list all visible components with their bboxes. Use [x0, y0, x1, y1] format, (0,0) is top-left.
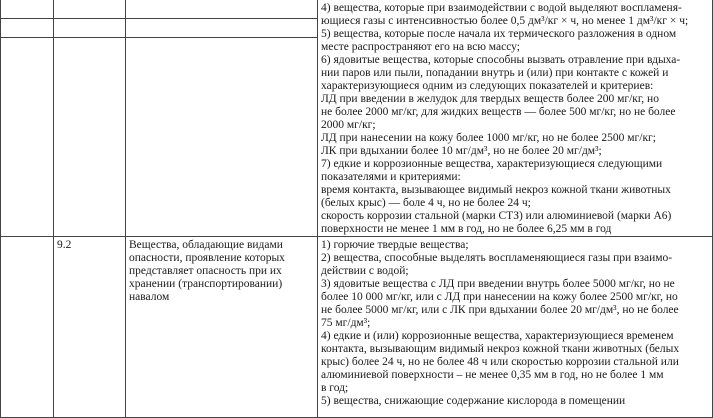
text-line: время контакта, вызывающее видимый некроз кожной ткани животных [321, 184, 671, 196]
text-line: ЛД при нанесении на кожу более 1000 мг/кг, но не более 2500 мг/кг; [321, 132, 656, 144]
text-line: 5) вещества, которые после начала их термического разложения в одном [321, 28, 677, 40]
text-line: ющиеся газы с интенсивностью более 0,5 дм³/кг × ч, но менее 1 дм³/кг × ч; [321, 15, 689, 27]
text-line: поверхности не менее 1 мм в год, но не более 6,25 мм в год [321, 223, 612, 235]
text-line: в год; [321, 382, 349, 394]
text-line: показателями и критериями: [321, 171, 461, 183]
text-line: более 10 000 мг/кг, или с ЛД при нанесении на кожу более 2500 мг/кг, но [321, 291, 678, 303]
empty-cell [1, 19, 54, 38]
text-line: 2000 мг/кг; [321, 119, 376, 131]
text-line: 75 мг/дм³; [321, 317, 371, 329]
empty-cell [54, 19, 126, 38]
table-row-9-2 [1, 237, 713, 418]
text-line: хранении (транспортировании) [129, 278, 283, 290]
description-cell [126, 237, 318, 418]
text-line: (белых крыс) — боле 4 ч, но не более 24 ч; [321, 197, 531, 209]
row-number-cell [54, 237, 126, 418]
table-row [1, 0, 713, 19]
text-line: контакта, вызывающим видимый некроз кожной ткани животных (белых [321, 343, 680, 355]
text-line: месте распространяют его на всю массу; [321, 41, 520, 53]
empty-cell [54, 38, 126, 237]
empty-cell [1, 237, 54, 418]
empty-cell [126, 38, 318, 237]
text-line: 4) едкие и (или) коррозионные вещества, характеризующиеся временем [321, 330, 674, 342]
text-line: ЛД при введении в желудок для твердых веществ более 200 мг/кг, но [321, 93, 659, 105]
criteria-cell [318, 237, 713, 418]
text-line: 3) ядовитые вещества с ЛД при введении внутрь более 5000 мг/кг, но не [321, 278, 675, 290]
text-line: 5) вещества, снижающие содержание кислорода в помещении [321, 395, 626, 407]
text-line: представляет опасность при их [129, 265, 282, 277]
empty-cell [126, 19, 318, 38]
empty-cell [54, 0, 126, 19]
text-line: нии паров или пыли, попадании внутрь и (или) при контакте с кожей и [321, 67, 669, 79]
row-number: 9.2 [57, 239, 72, 251]
text-line: ЛК при вдыхании более 10 мг/дм³, но не более 20 мг/дм³; [321, 145, 602, 157]
text-line: навалом [129, 291, 170, 303]
text-line: 2) вещества, способные выделять воспламеняющиеся газы при взаимо- [321, 252, 673, 264]
text-line: 6) ядовитые вещества, которые способны вызвать отравление при вдыха- [321, 54, 681, 66]
text-line: скорость коррозии стальной (марки СТЗ) или алюминиевой (марки А6) [321, 210, 672, 222]
text-line: крыс) более 24 ч, но не более 48 ч или скоростью коррозии стальной или [321, 356, 679, 368]
empty-cell [1, 38, 54, 237]
empty-cell [1, 0, 54, 19]
empty-cell [126, 0, 318, 19]
text-line: опасности, проявление которых [129, 252, 285, 264]
text-line: действии с водой; [321, 265, 409, 277]
text-line: характеризующиеся одним из следующих показателей и критериев: [321, 80, 654, 92]
text-line: 1) горючие твердые вещества; [321, 239, 469, 251]
text-line: Вещества, обладающие видами [129, 239, 283, 251]
criteria-cell-continued [318, 0, 713, 237]
text-line: не более 5000 мг/кг, или с ЛК при вдыхании более 20 мг/дм³, но не более [321, 304, 679, 316]
text-line: не более 2000 мг/кг, для жидких веществ — более 500 мг/кг, но не более [321, 106, 676, 118]
text-line: 7) едкие и коррозионные вещества, характеризующиеся следующими [321, 158, 663, 170]
text-line: алюминиевой поверхности – не менее 0,35 мм в год, но не более 1 мм [321, 369, 664, 381]
text-line: 4) вещества, которые при взаимодействии с водой выделяют воспламеня- [321, 2, 682, 14]
